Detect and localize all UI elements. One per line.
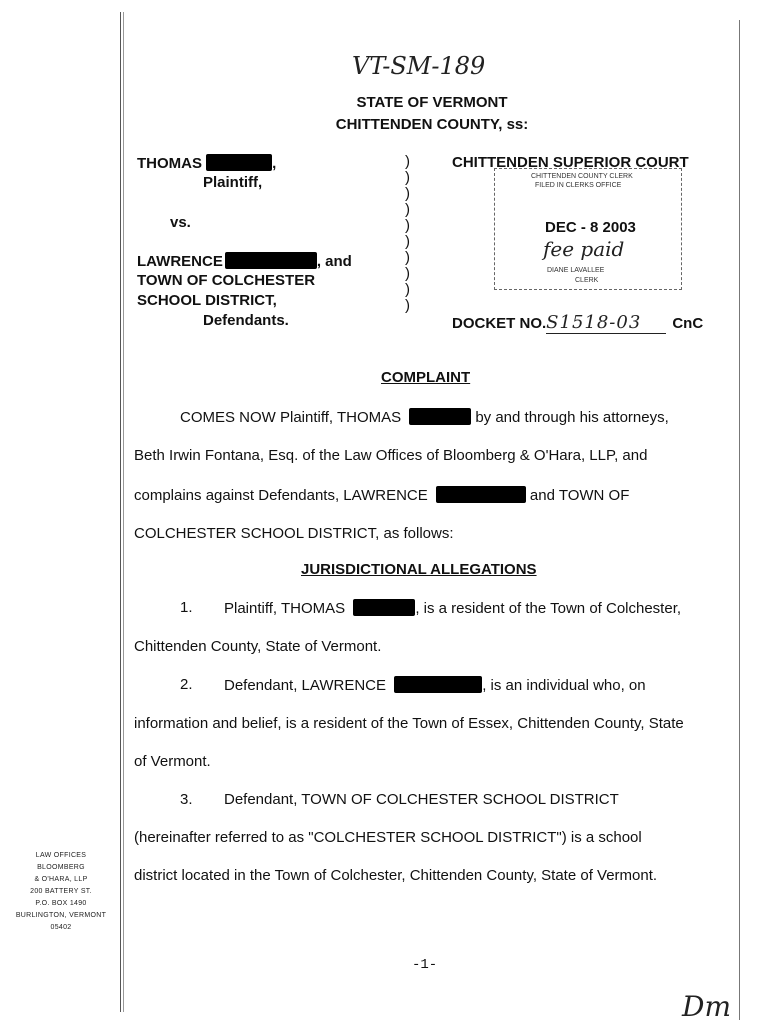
complaint-title: COMPLAINT — [381, 369, 471, 386]
intro-line-1 — [180, 408, 669, 426]
stamp-signature: fee paid — [543, 237, 625, 261]
versus-label: vs. — [170, 214, 191, 231]
state-heading: STATE OF VERMONT — [356, 94, 508, 111]
sidebar-line: 05402 — [50, 924, 72, 931]
law-office-sidebar — [0, 850, 122, 934]
intro-text-a: COMES NOW Plaintiff, THOMAS — [180, 409, 402, 426]
stamp-line-1: CHITTENDEN COUNTY CLERK — [531, 173, 633, 180]
paragraph-2-line-3: of Vermont. — [134, 753, 211, 770]
sidebar-line: 200 BATTERY ST. — [30, 888, 92, 895]
plaintiff-name: THOMAS — [137, 155, 202, 172]
redaction-bar — [353, 599, 415, 616]
page-number: -1- — [412, 957, 438, 973]
sidebar-line: LAW OFFICES — [35, 852, 87, 859]
paragraph-3-line-3: district located in the Town of Colchester, Chittenden County, State of Vermont. — [134, 867, 658, 884]
redaction-bar — [436, 486, 526, 503]
intro-line-3 — [134, 486, 629, 504]
right-margin-rule — [739, 20, 740, 1020]
defendants-label: Defendants. — [203, 312, 289, 329]
plaintiff-label: Plaintiff, — [203, 174, 263, 191]
stamp-clerk-name: DIANE LAVALLEE — [547, 267, 605, 274]
p1-text-b: , is a resident of the Town of Colchester, — [415, 600, 682, 617]
p2-text-b: , is an individual who, on — [482, 677, 646, 694]
handwritten-document-id: VT-SM-189 — [352, 52, 486, 80]
filing-stamp — [494, 168, 682, 290]
redaction-bar — [394, 676, 482, 693]
defendant-one-suffix: , and — [316, 253, 352, 270]
docket-line — [452, 312, 703, 334]
redaction-bar — [225, 252, 317, 269]
caption-parentheses: ) ) ) ) ) ) ) ) ) ) — [405, 153, 410, 314]
paragraph-2-line-2: information and belief, is a resident of the Town of Essex, Chittenden County, State — [134, 715, 684, 732]
stamp-date: DEC - 8 2003 — [545, 219, 636, 236]
defendant-two-line-1: TOWN OF COLCHESTER — [137, 272, 316, 289]
sidebar-line: & O'HARA, LLP — [34, 876, 88, 883]
plaintiff-line: THOMAS , — [137, 155, 277, 172]
defendant-one-line — [137, 252, 352, 270]
redaction-bar — [409, 408, 471, 425]
intro-text-b: by and through his attorneys, — [475, 409, 669, 426]
sidebar-line: BURLINGTON, VERMONT — [15, 912, 107, 919]
paragraph-3-line-2: (hereinafter referred to as "COLCHESTER SCHOOL DISTRICT") is a school — [134, 829, 642, 846]
paragraph-2-number: 2. — [180, 676, 193, 693]
intro-line-2: Beth Irwin Fontana, Esq. of the Law Offices of Bloomberg & O'Hara, LLP, and — [134, 447, 648, 464]
paragraph-1-number: 1. — [180, 599, 193, 616]
stamp-clerk-title: CLERK — [575, 277, 599, 284]
intro-text-d: and TOWN OF — [529, 487, 630, 504]
handwritten-initials: Dm — [682, 990, 731, 1023]
docket-label: DOCKET NO. — [452, 315, 547, 332]
stamp-line-2: FILED IN CLERKS OFFICE — [535, 182, 622, 189]
p1-text-a: Plaintiff, THOMAS — [224, 600, 346, 617]
paragraph-1-line-1 — [224, 599, 681, 617]
paragraph-3-number: 3. — [180, 791, 193, 808]
court-name: CHITTENDEN SUPERIOR COURT — [452, 154, 689, 171]
p2-text-a: Defendant, LAWRENCE — [224, 677, 387, 694]
defendant-two-line-2: SCHOOL DISTRICT, — [137, 292, 277, 309]
section-title: JURISDICTIONAL ALLEGATIONS — [301, 561, 537, 578]
paragraph-3-line-1: Defendant, TOWN OF COLCHESTER SCHOOL DISTRICT — [224, 791, 619, 808]
docket-suffix: CnC — [672, 315, 704, 332]
left-margin-rule-inner — [123, 12, 124, 1012]
intro-line-4: COLCHESTER SCHOOL DISTRICT, as follows: — [134, 525, 454, 542]
county-heading: CHITTENDEN COUNTY, ss: — [335, 116, 529, 133]
sidebar-line: BLOOMBERG — [37, 864, 85, 871]
defendant-one-name: LAWRENCE — [137, 253, 223, 270]
redaction-bar — [206, 154, 272, 171]
sidebar-line: P.O. BOX 1490 — [35, 900, 87, 907]
docket-number: S1518-03 — [546, 312, 666, 334]
paragraph-1-line-2: Chittenden County, State of Vermont. — [134, 638, 382, 655]
paragraph-2-line-1 — [224, 676, 646, 694]
intro-text-c: complains against Defendants, LAWRENCE — [134, 487, 428, 504]
